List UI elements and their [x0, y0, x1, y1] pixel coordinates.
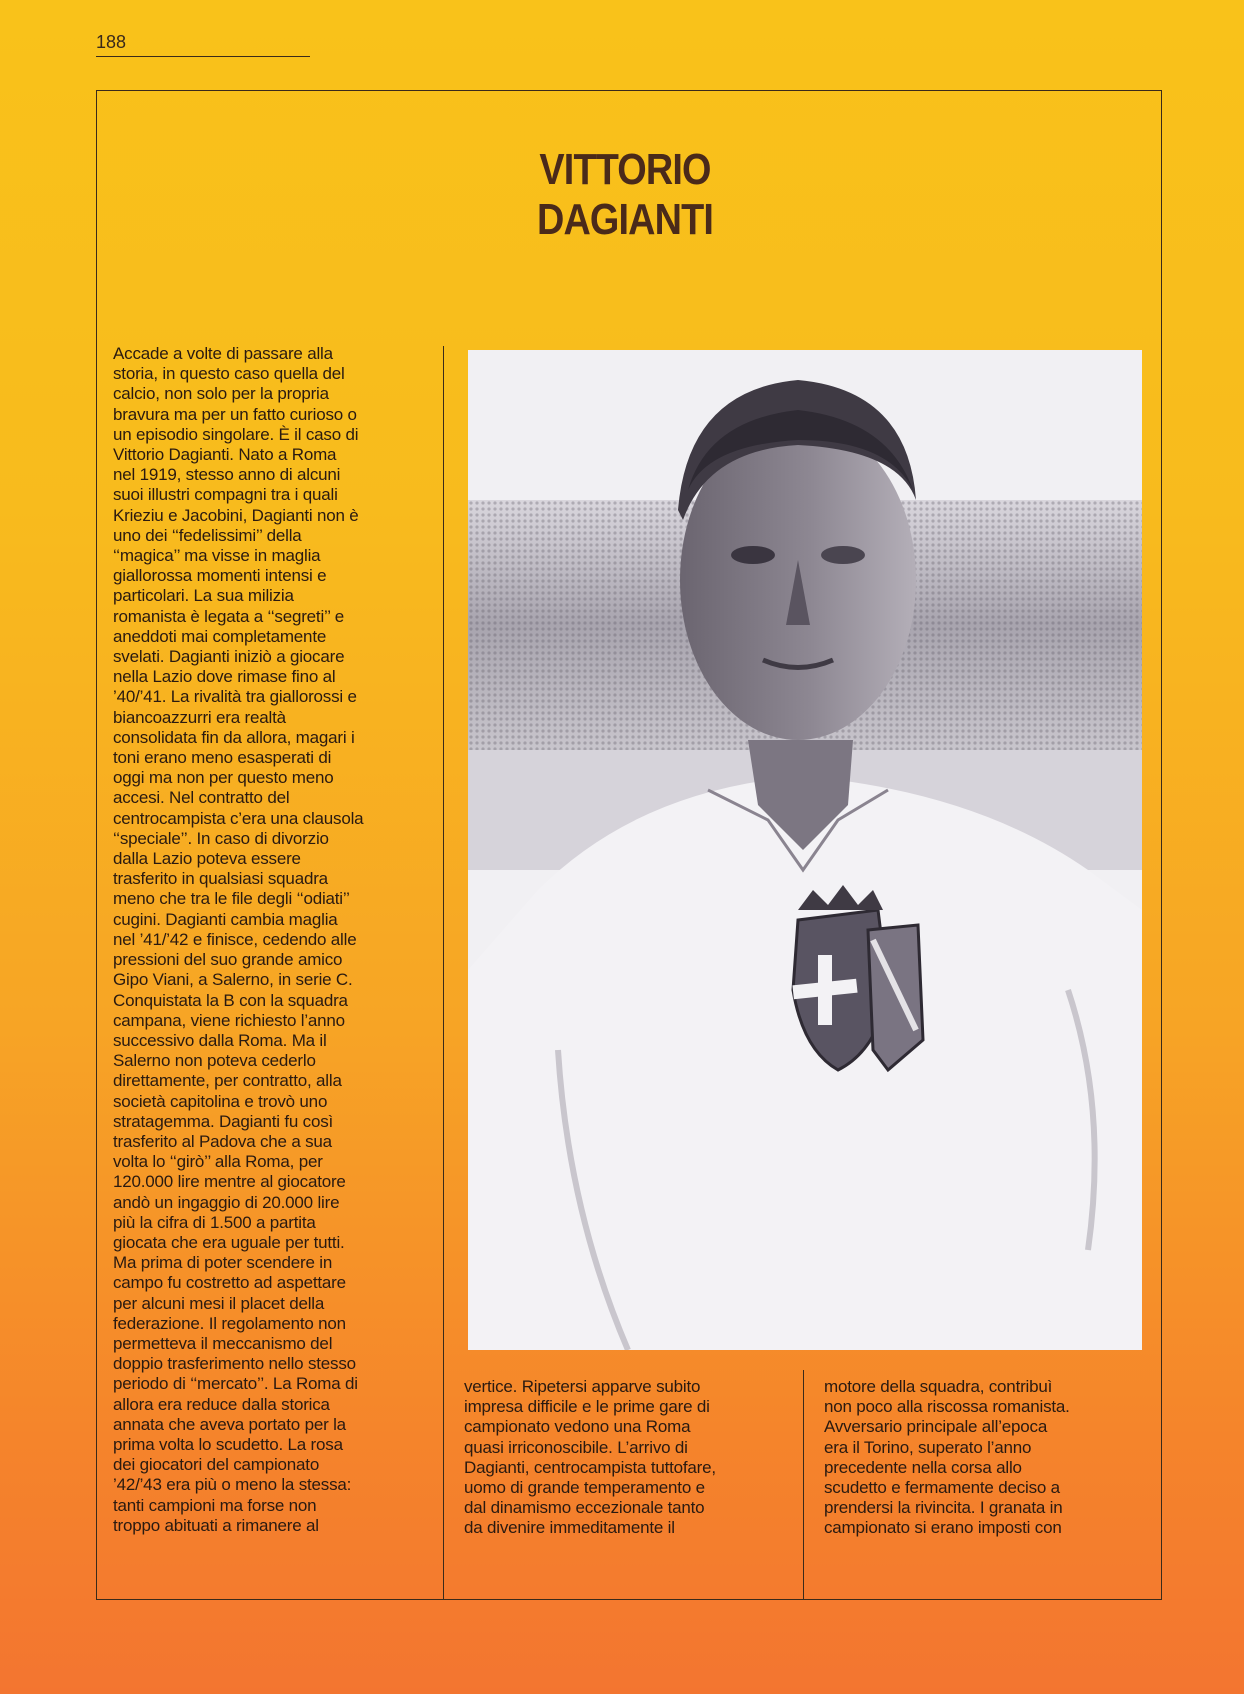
article-column-2	[464, 1377, 794, 1539]
text-line: trasferito al Padova che a sua	[113, 1131, 332, 1151]
text-line: dei giocatori del campionato	[113, 1455, 320, 1475]
text-line: aneddoti mai completamente	[113, 626, 327, 646]
article-column-1	[113, 344, 413, 1536]
text-line: campionato vedono una Roma	[464, 1417, 691, 1437]
text-line: ’40/’41. La rivalità tra giallorossi e	[113, 687, 357, 707]
text-line: andò un ingaggio di 20.000 lire	[113, 1192, 340, 1212]
text-line: dal dinamismo eccezionale tanto	[464, 1498, 705, 1518]
text-line: oggi ma non per questo meno	[113, 768, 334, 788]
article-title	[483, 145, 767, 245]
text-line: meno che tra le file degli ‘‘odiati’’	[113, 889, 350, 909]
text-line: consolidata fin da allora, magari i	[113, 727, 355, 747]
text-line: non poco alla riscossa romanista.	[824, 1397, 1070, 1417]
text-line: volta lo ‘‘girò’’ alla Roma, per	[113, 1152, 323, 1172]
text-line: centrocampista c’era una clausola	[113, 808, 364, 828]
text-line: Accade a volte di passare alla	[113, 344, 333, 363]
text-line: Conquistata la B con la squadra	[113, 990, 348, 1010]
text-line: Ma prima di poter scendere in	[113, 1253, 333, 1273]
text-line: federazione. Il regolamento non	[113, 1313, 346, 1333]
article-column-3	[824, 1377, 1144, 1539]
text-line: campo fu costretto ad aspettare	[113, 1273, 346, 1293]
text-line: Gipo Viani, a Salerno, in serie C.	[113, 970, 353, 990]
text-line: dalla Lazio poteva essere	[113, 849, 301, 869]
text-line: tanti campioni ma forse non	[113, 1495, 317, 1515]
text-line: era il Torino, superato l’anno	[824, 1437, 1032, 1457]
text-line: Avversario principale all’epoca	[824, 1417, 1048, 1437]
text-line: uomo di grande temperamento e	[464, 1478, 705, 1498]
title-line-1: VITTORIO	[539, 145, 711, 194]
text-line: quasi irriconoscibile. L’arrivo di	[464, 1437, 688, 1457]
text-line: nel 1919, stesso anno di alcuni	[113, 465, 341, 485]
text-line: Salerno non poteva cederlo	[113, 1051, 316, 1071]
text-line: nella Lazio dove rimase fino al	[113, 667, 336, 687]
text-line: prendersi la rivincita. I granata in	[824, 1498, 1063, 1518]
page-number-rule	[96, 56, 310, 57]
text-line: cugini. Dagianti cambia maglia	[113, 909, 338, 929]
text-line: periodo di ‘‘mercato’’. La Roma di	[113, 1374, 358, 1394]
text-line: biancoazzurri era realtà	[113, 707, 286, 727]
text-line: ‘‘speciale’’. In caso di divorzio	[113, 828, 329, 848]
text-line: pressioni del suo grande amico	[113, 950, 343, 970]
text-line: Krieziu e Jacobini, Dagianti non è	[113, 505, 359, 525]
text-line: Vittorio Dagianti. Nato a Roma	[113, 445, 337, 465]
text-line: permetteva il meccanismo del	[113, 1333, 333, 1353]
text-line: svelati. Dagianti iniziò a giocare	[113, 647, 345, 667]
text-line: suoi illustri compagni tra i quali	[113, 485, 338, 505]
text-line: toni erano meno esasperati di	[113, 748, 332, 768]
player-photo	[468, 350, 1142, 1350]
text-line: uno dei ‘‘fedelissimi’’ della	[113, 525, 302, 545]
player-portrait-illustration	[468, 350, 1142, 1350]
text-line: campana, viene richiesto l’anno	[113, 1010, 345, 1030]
text-line: romanista è legata a ‘‘segreti’’ e	[113, 606, 345, 626]
text-line: 120.000 lire mentre al giocatore	[113, 1172, 346, 1192]
text-line: impresa difficile e le prime gare di	[464, 1397, 710, 1417]
text-line: nel ’41/’42 e finisce, cedendo alle	[113, 929, 357, 949]
text-line: troppo abituati a rimanere al	[113, 1515, 319, 1535]
text-line: accesi. Nel contratto del	[113, 788, 290, 808]
text-line: annata che aveva portato per la	[113, 1414, 346, 1434]
text-line: ‘‘magica’’ ma visse in maglia	[113, 546, 321, 566]
text-line: doppio trasferimento nello stesso	[113, 1354, 356, 1374]
column-divider-right	[803, 1370, 804, 1600]
title-line-2: DAGIANTI	[536, 195, 714, 244]
text-line: particolari. La sua milizia	[113, 586, 294, 606]
text-line: da divenire immeditamente il	[464, 1518, 675, 1538]
page-number: 188	[96, 32, 127, 52]
text-line: Dagianti, centrocampista tuttofare,	[464, 1457, 716, 1477]
text-line: precedente nella corsa allo	[824, 1457, 1022, 1477]
text-line: direttamente, per contratto, alla	[113, 1071, 342, 1091]
text-line: trasferito in qualsiasi squadra	[113, 869, 328, 889]
text-line: allora era reduce dalla storica	[113, 1394, 330, 1414]
text-line: bravura ma per un fatto curioso o	[113, 404, 357, 424]
column-divider-left	[443, 346, 444, 1600]
text-line: storia, in questo caso quella del	[113, 364, 345, 384]
text-line: per alcuni mesi il placet della	[113, 1293, 325, 1313]
text-line: giallorossa momenti intensi e	[113, 566, 327, 586]
text-line: motore della squadra, contribuì	[824, 1377, 1053, 1396]
text-line: un episodio singolare. È il caso di	[113, 424, 359, 444]
text-line: giocata che era uguale per tutti.	[113, 1232, 345, 1252]
text-line: calcio, non solo per la propria	[113, 384, 329, 404]
text-line: stratagemma. Dagianti fu così	[113, 1111, 334, 1131]
text-line: più la cifra di 1.500 a partita	[113, 1212, 316, 1232]
text-line: ’42/’43 era più o meno la stessa:	[113, 1475, 352, 1495]
text-line: successivo dalla Roma. Ma il	[113, 1030, 327, 1050]
text-line: prima volta lo scudetto. La rosa	[113, 1434, 343, 1454]
text-line: vertice. Ripetersi apparve subito	[464, 1377, 701, 1396]
text-line: società capitolina e trovò uno	[113, 1091, 328, 1111]
text-line: scudetto e fermamente deciso a	[824, 1478, 1060, 1498]
text-line: campionato si erano imposti con	[824, 1518, 1062, 1538]
